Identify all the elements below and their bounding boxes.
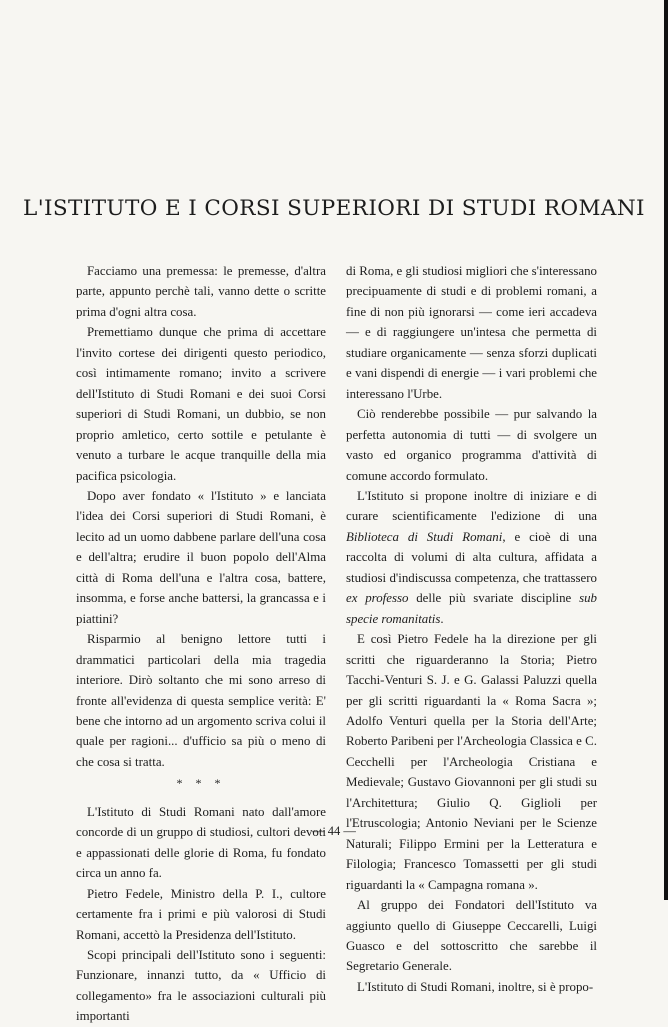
paragraph: L'Istituto di Studi Romani, inoltre, si è propo- xyxy=(357,979,594,994)
paragraph: di Roma, e gli studiosi migliori che s'interessano precipuamente di studi e di problemi romani, a fine di non più ignorarsi — come ieri accadeva — e di raggiungere un'intesa che permetta di studiare organicamente — senza sforzi duplicati e vani dispendi di energie — i vari problemi che interessano l'Urbe. xyxy=(346,264,597,401)
paragraph: Dopo aver fondato « l'Istituto » e lanciata l'idea dei Corsi superiori di Studi Romani, è lecito ad un uomo dabbene parlare dell'una cosa e dell'altra; erudire il buon popolo dell'Alma città di Roma dell'una e l'altra cosa, battere, insomma, e forse anche battersi, la grancassa e i piattini? xyxy=(76,488,326,626)
text-run: , e cioè di una raccolta di volumi di alta cultura, affidata a studiosi d'indiscussa competenza, che trattassero xyxy=(346,529,597,585)
paragraph: L'Istituto di Studi Romani nato dall'amore concorde di un gruppo di studiosi, cultori devoti e appassionati delle glorie di Roma, fu fondato circa un anno fa. xyxy=(76,804,326,881)
text-run: delle più svariate discipline xyxy=(416,591,572,606)
scan-edge xyxy=(664,0,668,900)
paragraph: Pietro Fedele, Ministro della P. I., cultore certamente fra i primi e più valorosi di Studi Romani, accettò la Presidenza dell'Istituto. xyxy=(76,886,326,942)
text-run: . xyxy=(440,611,444,626)
paragraph: Facciamo una premessa: le premesse, d'altra parte, appunto perchè tali, vanno dette o scritte prima d'ogni altra cosa. xyxy=(76,264,326,319)
italic-title: Biblioteca di Studi Romani xyxy=(346,529,503,544)
italic-phrase: ex professo xyxy=(346,591,409,606)
left-column xyxy=(76,261,326,1027)
italic-phrase: sub specie romanitatis xyxy=(346,591,597,626)
paragraph: Risparmio al benigno lettore tutti i drammatici particolari della mia tragedia interiore. Dirò soltanto che mi sono arreso di fronte all'evidenza di questa semplice verità: E' bene che intorno ad un argomento scriva colui il quale per ragioni... d'ufficio sa più o meno di che cosa si tratta. xyxy=(76,632,326,769)
text-run: L'Istituto si propone inoltre di iniziare e di curare scientificamente l'edizione di una xyxy=(346,488,597,524)
paragraph: Al gruppo dei Fondatori dell'Istituto va aggiunto quello di Giuseppe Ceccarelli, Luigi Guasco e del sottoscritto che sarebbe il Segretario Generale. xyxy=(346,898,597,974)
right-column xyxy=(346,261,597,997)
paragraph xyxy=(346,486,597,629)
paragraph: Premettiamo dunque che prima di accettare l'invito cortese dei dirigenti questo periodico, così intimamente romano; invito a scrivere dell'Istituto di Studi Romani e dei suoi Corsi superiori di Studi Romani, un dubbio, se non proprio amletico, certo sottile e petulante è venuto a turbare le acque tranquille della mia pacifica psicologia. xyxy=(76,325,326,483)
article-title: L'ISTITUTO E I CORSI SUPERIORI DI STUDI ROMANI xyxy=(23,196,645,221)
paragraph: E così Pietro Fedele ha la direzione per gli scritti che riguarderanno la Storia; Pietro Tacchi-Venturi S. J. e G. Galassi Paluzzi quella per gli scritti riguardanti la « Roma Sacra »; Adolfo Venturi quella per la Storia dell'Arte; Roberto Paribeni per l'Archeologia Classica e C. Cecchelli per l'Archeologia Cristiana e Medievale; Gustavo Giovannoni per gli studi su l'Architettura; Giulio Q. Giglioli per l'Etruscologia; Antonio Neviani per le Scienze Naturali; Filippo Ermini per la Letteratura e Filologia; Francesco Tomassetti per gli studi riguardanti la « Campagna romana ». xyxy=(346,632,597,892)
paragraph: Scopi principali dell'Istituto sono i seguenti: Funzionare, innanzi tutto, da « Ufficio di collegamento» fra le associazioni culturali più importanti xyxy=(76,947,326,1024)
section-separator: * * * xyxy=(176,776,226,791)
page-number: — 44 — xyxy=(312,824,356,838)
paragraph: Ciò renderebbe possibile — pur salvando la perfetta autonomia di tutti — di svolgere un vasto ed organico programma d'attività di comune accordo formulato. xyxy=(346,407,597,483)
